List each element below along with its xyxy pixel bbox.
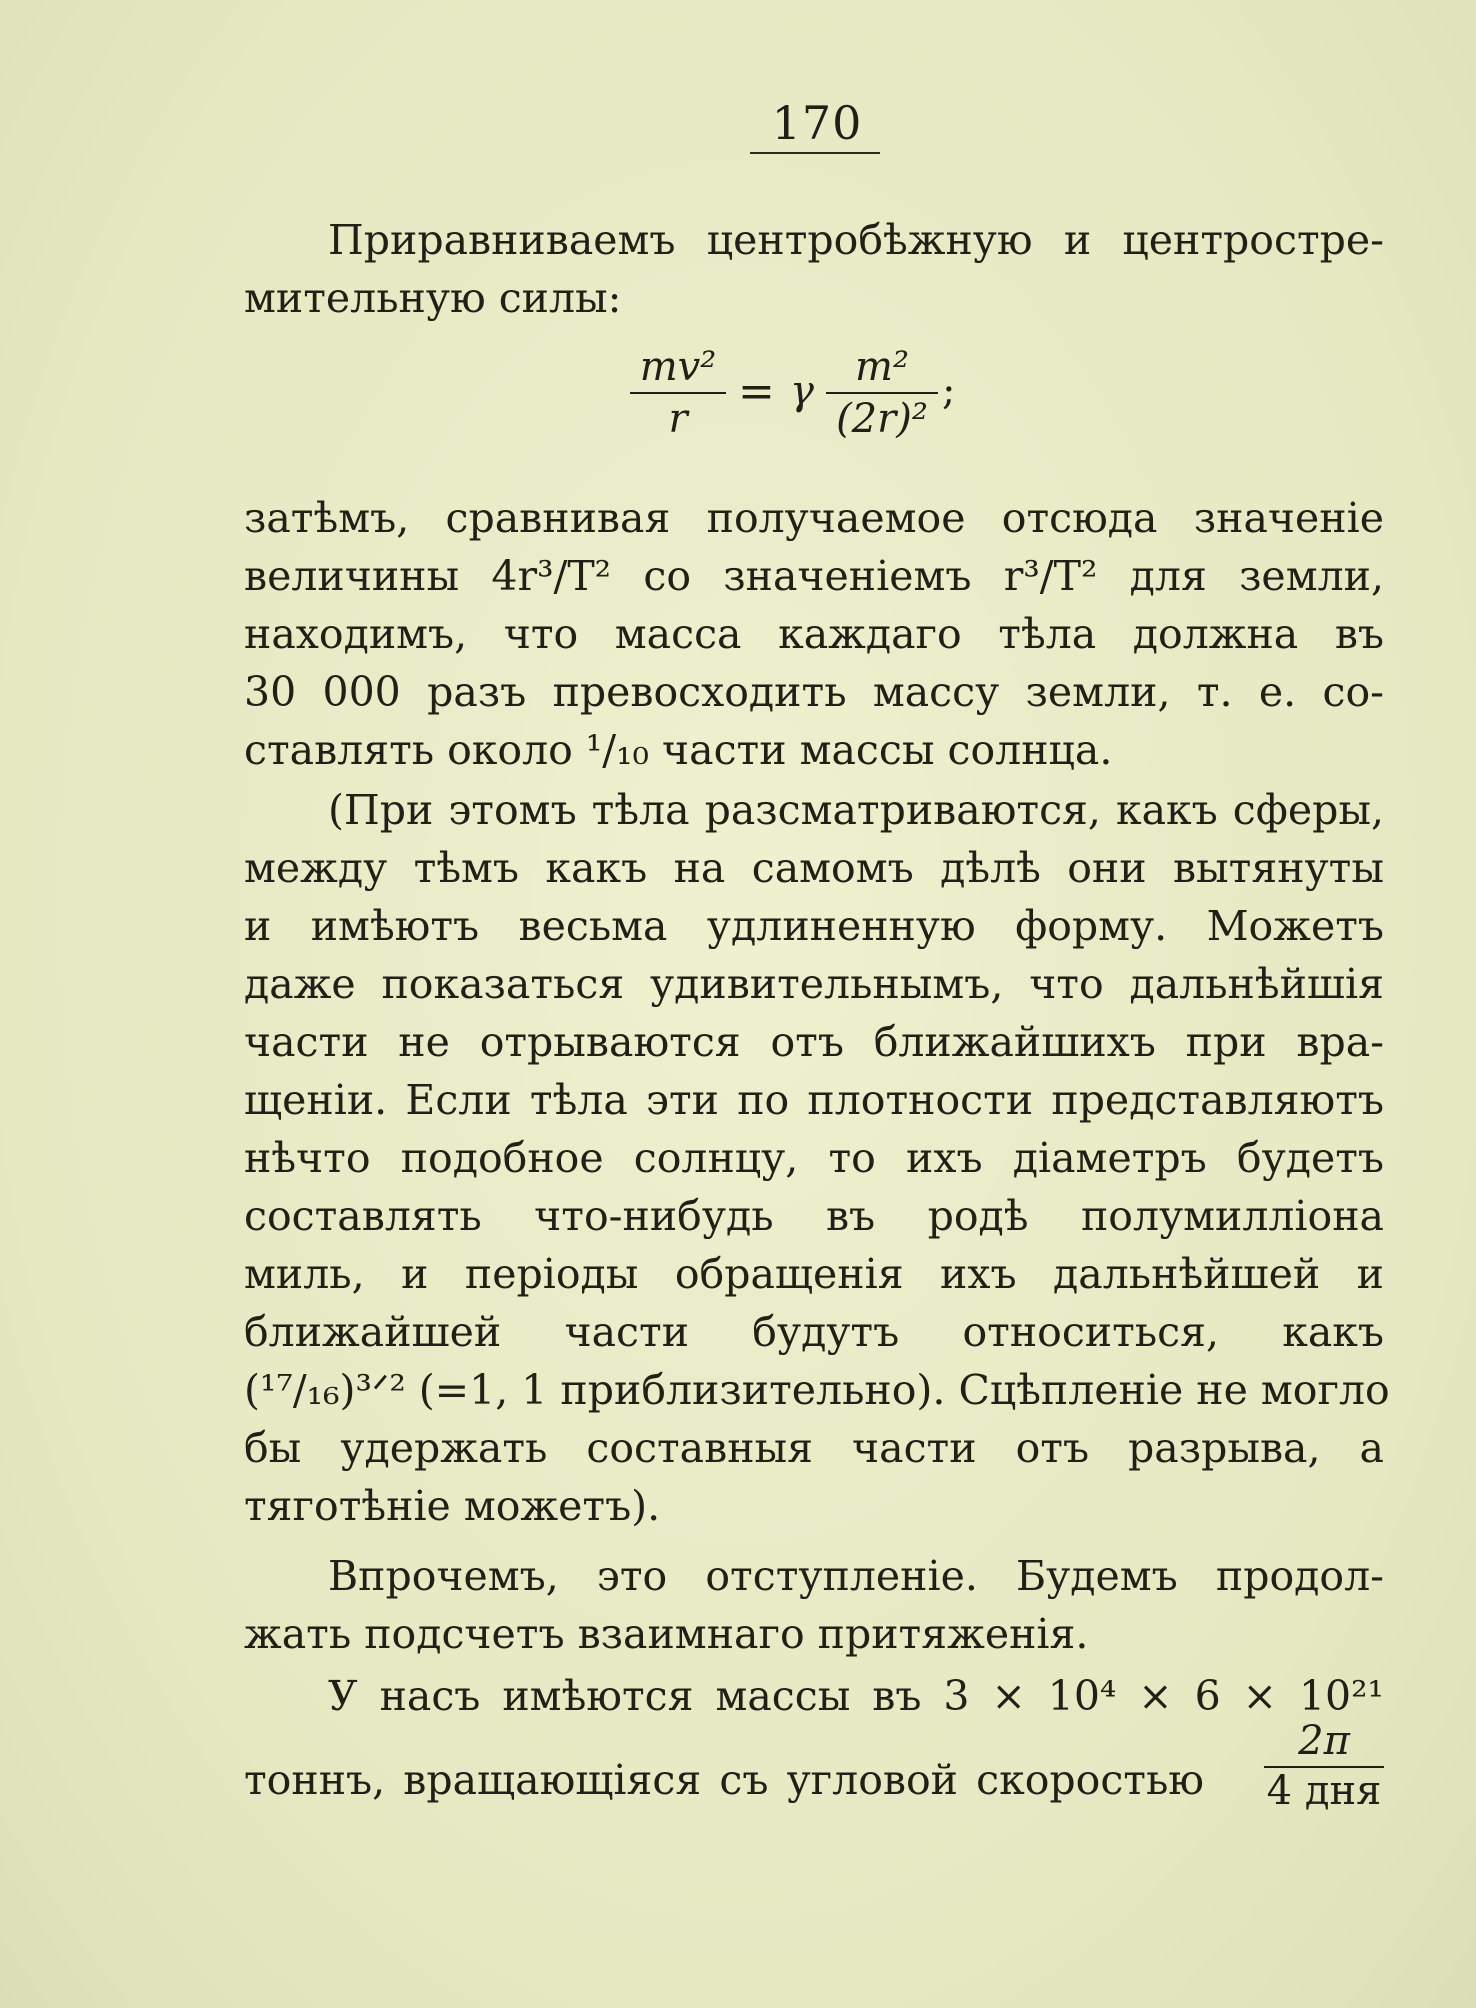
text-line: 30 000 разъ превосходить массу земли, т. е. со- [244,668,1384,716]
page-number-rule [750,152,880,154]
text-line: щеніи. Если тѣла эти по плотности представляютъ [244,1076,1384,1124]
formula-lhs-fraction [630,344,726,442]
text-line: тоннъ, вращающіяся съ угловой скоростью [244,1756,1204,1804]
angular-speed-denominator: 4 дня [1266,1768,1382,1814]
angular-speed-numerator: 2π [1264,1718,1384,1768]
formula-lhs-denominator: r [668,396,688,442]
text-line: находимъ, что масса каждаго тѣла должна въ [244,610,1384,658]
text-line: миль, и періоды обращенія ихъ дальнѣйшей и [244,1250,1384,1298]
page-number: 170 [771,96,863,150]
formula-rhs-denominator: (2r)² [836,396,928,442]
text-line: даже показаться удивительнымъ, что дальнѣйшія [244,960,1384,1008]
text-line: между тѣмъ какъ на самомъ дѣлѣ они вытянуты [244,844,1384,892]
text-line: Впрочемъ, это отступленіе. Будемъ продол- [328,1552,1384,1600]
formula-equals: = [738,366,775,417]
text-line: ближайшей части будутъ относиться, какъ [244,1308,1384,1356]
formula-semicolon: ; [942,368,956,414]
text-line: (При этомъ тѣла разсматриваются, какъ сферы, [328,786,1384,834]
text-line: жать подсчетъ взаимнаго притяженія. [244,1610,1089,1658]
text-line: (¹⁷/₁₆)³ᐟ² (=1, 1 приблизительно). Сцѣпленіе не могло [244,1366,1390,1414]
formula-gamma: γ [790,368,814,414]
text-line: Приравниваемъ центробѣжную и центростре- [328,216,1384,264]
angular-speed-fraction [1264,1718,1384,1814]
text-line: бы удержать составныя части отъ разрыва, а [244,1424,1384,1472]
text-line: тяготѣніе можетъ). [244,1482,661,1530]
text-line: затѣмъ, сравнивая получаемое отсюда значеніе [244,494,1384,542]
formula-rhs-fraction [826,344,938,442]
formula-lhs-numerator: mv² [630,344,726,394]
text-line: мительную силы: [244,274,622,322]
text-line: величины 4r³/T² со значеніемъ r³/T² для земли, [244,552,1384,600]
formula-rhs-numerator: m² [826,344,938,394]
text-line: нѣчто подобное солнцу, то ихъ діаметръ будетъ [244,1134,1384,1182]
text-line: ставлять около ¹/₁₀ части массы солнца. [244,726,1113,774]
text-line: и имѣютъ весьма удлиненную форму. Можетъ [244,902,1384,950]
text-line: У насъ имѣются массы въ 3 × 10⁴ × 6 × 10²¹ [328,1672,1384,1720]
centripetal-formula [630,344,990,454]
text-line: части не отрываются отъ ближайшихъ при вра- [244,1018,1384,1066]
text-line: составлять что-нибудь въ родѣ полумилліона [244,1192,1384,1240]
